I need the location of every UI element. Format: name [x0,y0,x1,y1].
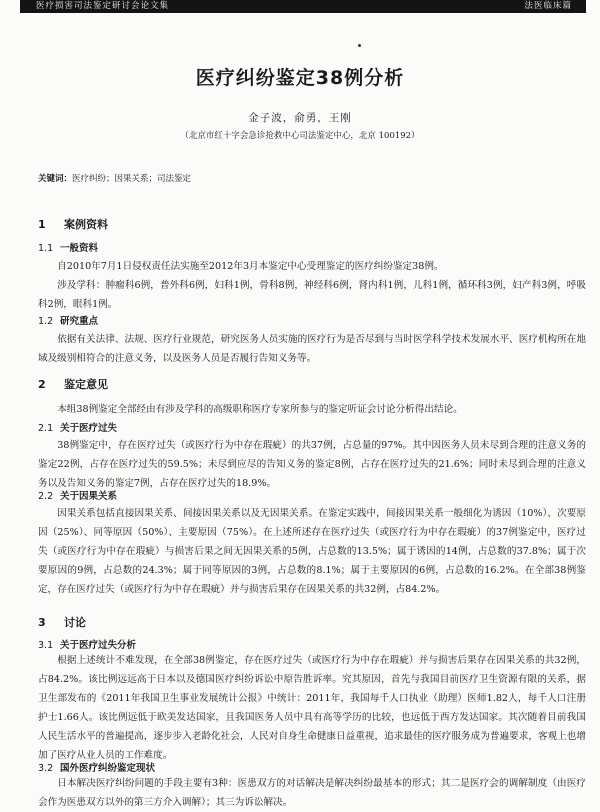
section-heading-1 [38,216,108,232]
paragraph-2: 本组38例鉴定全部经由有涉及学科的高级职称医疗专家所参与的鉴定听证会讨论分析得出结论。 [57,404,463,415]
keywords-line [38,172,191,184]
section-title: 鉴定意见 [64,378,108,391]
section-heading-3 [38,614,86,630]
paragraph-3-1: 根据上述统计不难发现，在全部38例鉴定，存在医疗过失（或医疗行为中存在瑕疵）并与损害后果存在因果关系的共32例，占84.2%。该比例远远高于日本以及德国医疗纠纷诉讼中原告胜诉率。究其原因，首先与我国目前医疗卫生资源有限的关系，据卫生部发布的《2011年我国卫生事业发展统计公报》中统计：2011年，我国每千人口执业（助理）医师1.82人，每千人口注册护士1.66人。该比例远低于欧美发达国家，且我国医务人员中具有高等学历的比较，也远低于西方发达国家。其次随着目前我国人民生活水平的普遍提高，逐步步入老龄化社会，人民对自身生命健康日益重视，追求最佳的医疗服务成为普遍要求，客观上也增加了医疗从业人员的工作难度。 [38,655,586,761]
section-number: 1 [38,218,46,231]
paragraph-2-1: 38例鉴定中，存在医疗过失（或医疗行为中存在瑕疵）的共37例，占总量的97%。其中因医务人员未尽到合理的注意义务的鉴定22例，占存在医疗过失的59.5%；未尽到应尽的告知义务的鉴定8例，占存在医疗过失的21.6%；同时未尽到合理的注意义务以及告知义务的鉴定7例，占存在医疗过失的18.9%。 [38,440,586,489]
subsection-number: 2.2 [38,491,54,502]
subsection-heading-1-1 [38,240,98,254]
paragraph-2-2: 因果关系包括直接因果关系、间接因果关系以及无因果关系。在鉴定实践中，间接因果关系一般细化为诱因（10%）、次要原因（25%）、同等原因（50%）、主要原因（75%）。在上述所述存在医疗过失（或医疗行为中存在瑕疵）的37例鉴定中，医疗过失（或医疗行为中存在瑕疵）与损害后果之间无因果关系的5例，占总数的13.5%；属于诱因的14例，占总数的37.8%；属于次要原因的9例，占总数的24.3%；属于同等原因的3例，占总数的8.1%；属于主要原因的6例，占总数的16.2%。在全部38例鉴定，存在医疗过失（或医疗行为中存在瑕疵）并与损害后果存在因果关系的共32例，占84.2%。 [38,508,586,595]
paragraph-1-1b: 涉及学科：肿瘤科6例，普外科6例，妇科1例，骨科8例，神经科6例，肾内科1例，儿科1例，循环科3例，妇产科3例，呼吸科2例，眼科1例。 [38,280,586,310]
running-header-left: 医疗损害司法鉴定研讨会论文集 [36,1,170,11]
section-heading-2 [38,376,108,392]
running-header [20,0,586,13]
article-authors: 金子波，俞勇，王刚 [248,112,352,124]
paragraph-1-2: 依据有关法律、法规、医疗行业规范，研究医务人员实施的医疗行为是否尽到与当时医学科学技术发展水平、医疗机构所在地域及级别相符合的注意义务，以及医务人员是否履行告知义务等。 [38,334,586,364]
section-number: 2 [38,378,46,391]
subsection-title: 研究重点 [60,316,99,327]
keywords-label: 关键词： [38,174,73,184]
section-title: 讨论 [64,616,86,629]
subsection-heading-3-2 [38,760,155,774]
paragraph-3-2: 日本解决医疗纠纷问题的手段主要有3种：医患双方的对话解决是解决纠纷最基本的形式；其二是医疗会的调解制度（由医疗会作为医患双方以外的第三方介入调解）；其三为诉讼解决。 [38,778,586,808]
subsection-heading-3-1 [38,637,136,651]
subsection-number: 2.1 [38,423,54,434]
subsection-heading-2-2 [38,488,117,502]
subsection-title: 一般资料 [60,243,99,254]
subsection-number: 1.2 [38,316,54,327]
subsection-heading-2-1 [38,420,117,434]
keywords-text: 医疗纠纷；因果关系；司法鉴定 [72,174,192,184]
print-speck [358,44,361,47]
article-affiliation: （北京市红十字会急诊抢救中心司法鉴定中心，北京 100192） [180,131,420,141]
section-number: 3 [38,616,46,629]
article-title: 医疗纠纷鉴定38例分析 [195,67,405,89]
subsection-number: 3.2 [38,763,54,774]
subsection-title: 关于医疗过失 [60,423,118,434]
subsection-title: 关于因果关系 [60,491,118,502]
running-header-right: 法医临床篇 [524,1,572,11]
subsection-number: 3.1 [38,640,54,651]
paragraph-1-1a: 自2010年7月1日侵权责任法实施至2012年3月本鉴定中心受理鉴定的医疗纠纷鉴定38例。 [57,261,444,272]
subsection-title: 关于医疗过失分析 [60,640,137,651]
subsection-heading-1-2 [38,313,98,327]
subsection-title: 国外医疗纠纷鉴定现状 [60,763,156,774]
section-title: 案例资料 [64,218,108,231]
subsection-number: 1.1 [38,243,54,254]
